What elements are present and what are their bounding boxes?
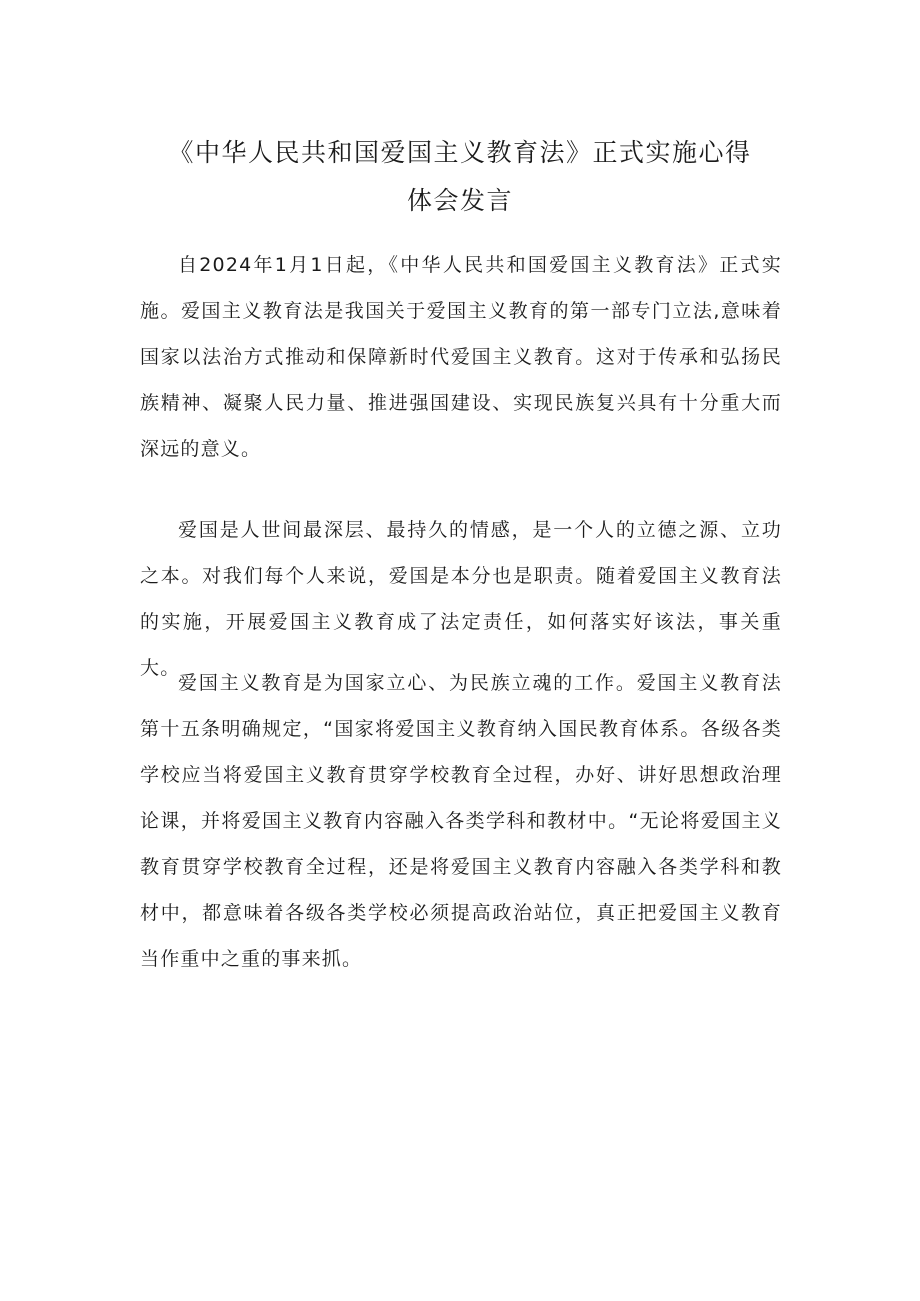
paragraph-2: 爱国是人世间最深层、最持久的情感，是一个人的立德之源、立功之本。对我们每个人来说，爱国是本分也是职责。随着爱国主义教育法的实施，开展爱国主义教育成了法定责任，如何落实好该法，事关重大。 [140,519,782,679]
document-title-line-2: 体会发言 [406,186,513,215]
document-title-line-1: 《中华人民共和国爱国主义教育法》正式实施心得 [168,138,752,167]
paragraph-1: 自2024年1月1日起，《中华人民共和国爱国主义教育法》正式实施。爱国主义教育法是我国关于爱国主义教育的第一部专门立法,意味着国家以法治方式推动和保障新时代爱国主义教育。这对于传承和弘扬民族精神、凝聚人民力量、推进强国建设、实现民族复兴具有十分重大而深远的意义。 [140,254,782,460]
paragraph-3: 爱国主义教育是为国家立心、为民族立魂的工作。爱国主义教育法第十五条明确规定，“国家将爱国主义教育纳入国民教育体系。各级各类学校应当将爱国主义教育贯穿学校教育全过程，办好、讲好思想政治理论课，并将爱国主义教育内容融入各类学科和教材中。“无论将爱国主义教育贯穿学校教育全过程，还是将爱国主义教育内容融入各类学科和教材中，都意味着各级各类学校必须提高政治站位，真正把爱国主义教育当作重中之重的事来抓。 [140,672,782,970]
